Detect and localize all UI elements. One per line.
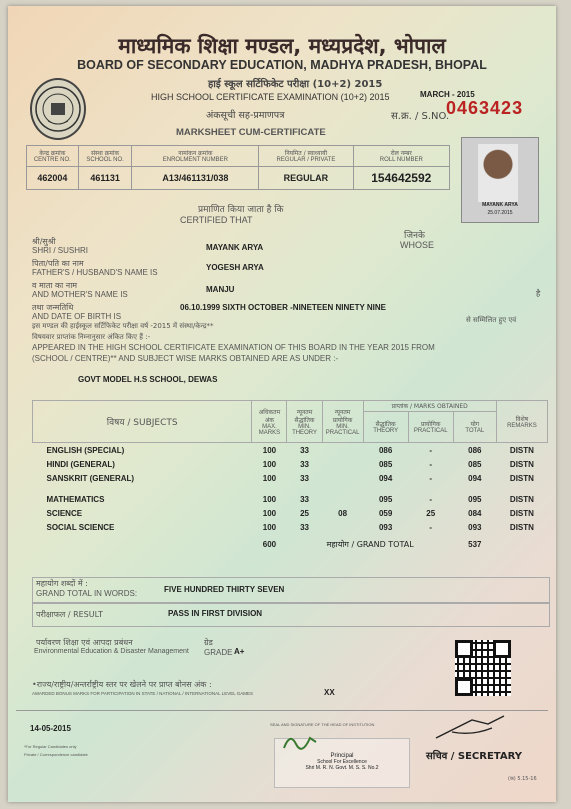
bonus-value: XX: [324, 688, 335, 697]
remark: DISTN: [509, 508, 534, 518]
principal-school: School For Excellence: [317, 759, 367, 765]
marksheet-title: MARKSHEET CUM-CERTIFICATE: [176, 127, 326, 138]
centre-label: CENTRE NO.: [33, 157, 71, 163]
marks-header-row: विषय / SUBJECTS अधिकतम अंक MAX. MARKS न्यूनतम सैद्धांतिक MIN. THEORY न्यूनतम प्रायोगिक MIN. PRACTICAL प्राप्तांक / MARKS OBTAINED विशेष REMARKS: [33, 401, 548, 412]
principal-title: Principal: [330, 753, 354, 759]
marks-table: विषय / SUBJECTS अधिकतम अंक MAX. MARKS न्यूनतम सैद्धांतिक MIN. THEORY न्यूनतम प्रायोगिक MIN. PRACTICAL प्राप्तांक / MARKS OBTAINED विशेष REMARKS सैद्धांतिक THEORY प्रायोगिक PRACTICAL योग TOTAL ENGLISH (SPECIAL) 100 33 086 - 086 DISTN HINDI (GENERAL) 100 33 085 - 085 DISTN SANSKRIT (GENERAL) 100 33 094 - 094 DISTN MATHEMATICS 100 33 095 - 095 DISTN SCIENCE 100 25 08 059 25 084 DISTN SOCIAL SCIENCE 100 33 093 - 093 DISTN 600 महायोग / GRAND TOTAL 537: [32, 400, 548, 554]
principal-signature-icon: [280, 730, 320, 754]
principal-address: Shri M. R. N. Govt. M. S. S. No.2: [305, 765, 379, 771]
student-name: MAYANK ARYA: [206, 243, 264, 252]
student-face-image: [478, 144, 518, 202]
footer-divider: [16, 710, 548, 711]
theory-marks: 095: [378, 494, 393, 504]
total-marks: 085: [468, 459, 482, 469]
subjects-header: विषय / SUBJECTS: [33, 401, 252, 443]
marksheet-document: [8, 6, 556, 802]
subject-name: SANSKRIT (GENERAL): [46, 473, 135, 483]
dob-hindi: तथा जन्मतिथि: [32, 303, 74, 312]
issue-date: 14-05-2015: [30, 724, 71, 733]
regular-private-label: REGULAR / PRIVATE: [276, 157, 336, 163]
min-practical: [322, 457, 363, 471]
whose-hindi: जिनके: [404, 231, 425, 241]
grand-total-row: [33, 534, 548, 554]
footer-note-1: *For Regular Candidates only: [24, 744, 77, 749]
min-theory: 33: [300, 522, 309, 532]
serial-number-label: स.क्र. / S.NO.: [391, 111, 450, 122]
date-of-birth: 06.10.1999 SIXTH OCTOBER -NINETEEN NINETY NINE: [180, 303, 386, 312]
grand-total-label: महायोग / GRAND TOTAL: [326, 539, 414, 549]
exam-title-hindi: हाई स्कूल सर्टिफिकेट परीक्षा (10+2) 2015: [208, 79, 383, 90]
max-marks-header: MAX. MARKS: [258, 423, 281, 436]
subject-name: MATHEMATICS: [46, 494, 105, 504]
appeared-text-1: APPEARED IN THE HIGH SCHOOL CERTIFICATE EXAMINATION OF THIS BOARD IN THE YEAR 2015 FROM: [32, 343, 435, 352]
sammilit-hindi: से सम्मिलित हुए एवं: [466, 316, 517, 324]
max-marks: 100: [262, 445, 277, 455]
marks-row: [33, 457, 548, 471]
regular-private-value: REGULAR: [259, 167, 353, 190]
env-label-hindi: पर्यावरण शिक्षा एवं आपदा प्रबंधन: [36, 638, 133, 647]
subject-name: ENGLISH (SPECIAL): [46, 445, 125, 455]
shri-hindi: श्री/सुश्री: [32, 237, 56, 246]
min-practical: [322, 471, 363, 485]
theory-marks: 094: [378, 473, 393, 483]
bonus-label: AWARDED BONUS MARKS FOR PARTICIPATION IN STATE / NATIONAL / INTERNATIONAL LEVEL GAMES: [32, 691, 254, 696]
practical-header: PRACTICAL: [413, 428, 448, 434]
qr-code-icon: [455, 640, 511, 696]
practical-marks: -: [429, 522, 433, 532]
father-name: YOGESH ARYA: [206, 263, 264, 272]
school-name: GOVT MODEL H.S SCHOOL, DEWAS: [78, 375, 218, 384]
seal-label: SEAL AND SIGNATURE OF THE HEAD OF INSTITUTION: [270, 722, 375, 727]
practical-marks: -: [429, 473, 433, 483]
certified-hindi: प्रमाणित किया जाता है कि: [198, 205, 284, 215]
min-theory: 33: [300, 494, 309, 504]
identity-table: केन्द्र क्रमांक CENTRE NO. संस्था क्रमांक SCHOOL NO. नामांकन क्रमांक ENROLMENT NUMBER नियमित / स्वाध्यायी REGULAR / PRIVATE रोल नम्बर ROLL NUMBER 462004 461131 A13/461131/038 REGULAR 154642592: [26, 145, 450, 190]
school-label: SCHOOL NO.: [86, 157, 124, 163]
min-practical: [322, 520, 363, 534]
marks-row: [33, 471, 548, 485]
hai-hindi: है: [536, 289, 541, 298]
marksheet-title-hindi: अंकसूची सह-प्रमाणपत्र: [206, 110, 285, 121]
max-marks: 100: [262, 473, 277, 483]
subject-name: SCIENCE: [46, 508, 83, 518]
board-title: BOARD OF SECONDARY EDUCATION, MADHYA PRADESH, BHOPAL: [77, 58, 487, 72]
words-label: GRAND TOTAL IN WORDS:: [36, 589, 138, 598]
roll-number: 154642592: [353, 167, 449, 190]
photo-caption-name: MAYANK ARYA: [482, 202, 518, 208]
centre-number: 462004: [27, 167, 79, 190]
marks-row: [33, 506, 548, 520]
total-marks: 093: [468, 522, 482, 532]
marks-row: [33, 492, 548, 506]
grade-label: GRADE: [204, 648, 233, 657]
marks-row: [33, 443, 548, 458]
theory-header: THEORY: [373, 428, 399, 434]
row-spacer: [33, 485, 548, 492]
exam-title: HIGH SCHOOL CERTIFICATE EXAMINATION (10+2) 2015: [151, 92, 390, 102]
appeared-hindi: इस मण्डल की हाईस्कूल सर्टिफिकेट परीक्षा वर्ष -2015 में संस्था/केन्द्र**: [32, 322, 214, 330]
secretary-signature-icon: [432, 714, 508, 744]
mother-name: MANJU: [206, 285, 235, 294]
enrolment-number: A13/461131/038: [132, 167, 259, 190]
mother-hindi: व माता का नाम: [32, 281, 78, 290]
student-photo: [461, 137, 539, 223]
shri-label: SHRI / SUSHRI: [32, 246, 89, 255]
father-hindi: पिता/पति का नाम: [32, 259, 84, 268]
grand-total: 537: [468, 539, 482, 549]
certified-text: CERTIFIED THAT: [180, 215, 253, 225]
remarks-header: REMARKS: [507, 422, 537, 429]
env-grade: A+: [234, 647, 245, 656]
min-theory-header: MIN. THEORY: [292, 423, 317, 436]
practical-marks: -: [429, 494, 433, 504]
photo-caption-date: 25.07.2015: [487, 210, 513, 216]
enrolment-label: ENROLMENT NUMBER: [162, 157, 228, 163]
total-marks: 084: [468, 508, 482, 518]
appeared-text-2: (SCHOOL / CENTRE)** AND SUBJECT WISE MARKS OBTAINED ARE AS UNDER :-: [32, 354, 339, 363]
roll-number-label: ROLL NUMBER: [379, 157, 423, 163]
remark: DISTN: [509, 494, 534, 504]
practical-marks: -: [429, 445, 433, 455]
min-practical: [322, 492, 363, 506]
max-marks: 100: [262, 494, 277, 504]
secretary-label: सचिव / SECRETARY: [426, 751, 522, 762]
remark: DISTN: [509, 473, 534, 483]
min-practical: [322, 443, 363, 458]
theory-marks: 085: [378, 459, 393, 469]
footer-note-2: Private / Correspondence candidate: [24, 752, 88, 757]
exam-session: MARCH - 2015: [420, 90, 475, 99]
max-marks: 100: [262, 522, 277, 532]
remark: DISTN: [509, 459, 534, 469]
result-box: [32, 603, 550, 627]
theory-marks: 093: [378, 522, 393, 532]
remark: DISTN: [509, 445, 534, 455]
min-theory: 25: [300, 508, 309, 518]
total-header: TOTAL: [465, 428, 485, 434]
practical-marks: 25: [426, 508, 436, 518]
subjectwise-hindi: विषयवार प्राप्तांक निम्नानुसार अंकित किए हैं :-: [32, 333, 151, 341]
max-total: 600: [262, 539, 277, 549]
board-title-hindi: माध्यमिक शिक्षा मण्डल, मध्यप्रदेश, भोपाल: [118, 34, 446, 58]
dob-label: AND DATE OF BIRTH IS: [32, 312, 122, 321]
practical-marks: -: [429, 459, 433, 469]
whose-text: WHOSE: [400, 240, 435, 250]
max-marks: 100: [262, 508, 277, 518]
subject-name: HINDI (GENERAL): [46, 459, 115, 469]
marks-row: [33, 520, 548, 534]
theory-marks: 086: [378, 445, 393, 455]
min-theory: 33: [300, 445, 309, 455]
school-number: 461131: [78, 167, 132, 190]
mother-label: AND MOTHER'S NAME IS: [32, 290, 128, 299]
total-marks: 095: [468, 494, 482, 504]
serial-number: 0463423: [446, 98, 524, 118]
theory-marks: 059: [378, 508, 393, 518]
board-emblem-icon: [30, 78, 86, 140]
total-marks: 094: [468, 473, 482, 483]
max-marks: 100: [262, 459, 277, 469]
min-theory: 33: [300, 459, 309, 469]
min-theory: 33: [300, 473, 309, 483]
father-label: FATHER'S / HUSBAND'S NAME IS: [32, 268, 158, 277]
result-label: परीक्षाफल / RESULT: [36, 610, 103, 619]
subject-name: SOCIAL SCIENCE: [46, 522, 115, 532]
remark: DISTN: [509, 522, 534, 532]
grade-hindi: ग्रेड: [204, 638, 213, 647]
min-practical-header: MIN. PRACTICAL: [325, 423, 360, 436]
min-practical: 08: [338, 508, 348, 518]
bonus-label-hindi: •राज्य/राष्ट्रीय/अन्तर्राष्ट्रीय स्तर पर खेलने पर प्राप्त बोनस अंक :: [32, 680, 212, 689]
form-code: (क) 5.15-16: [508, 776, 537, 782]
marks-obtained-header: प्राप्तांक / MARKS OBTAINED: [363, 401, 496, 412]
total-marks: 086: [468, 445, 482, 455]
env-label: Environmental Education & Disaster Management: [34, 648, 189, 655]
total-in-words: FIVE HUNDRED THIRTY SEVEN: [164, 585, 285, 594]
words-label-hindi: महायोग शब्दों में :: [36, 579, 88, 588]
result-value: PASS IN FIRST DIVISION: [168, 609, 263, 618]
